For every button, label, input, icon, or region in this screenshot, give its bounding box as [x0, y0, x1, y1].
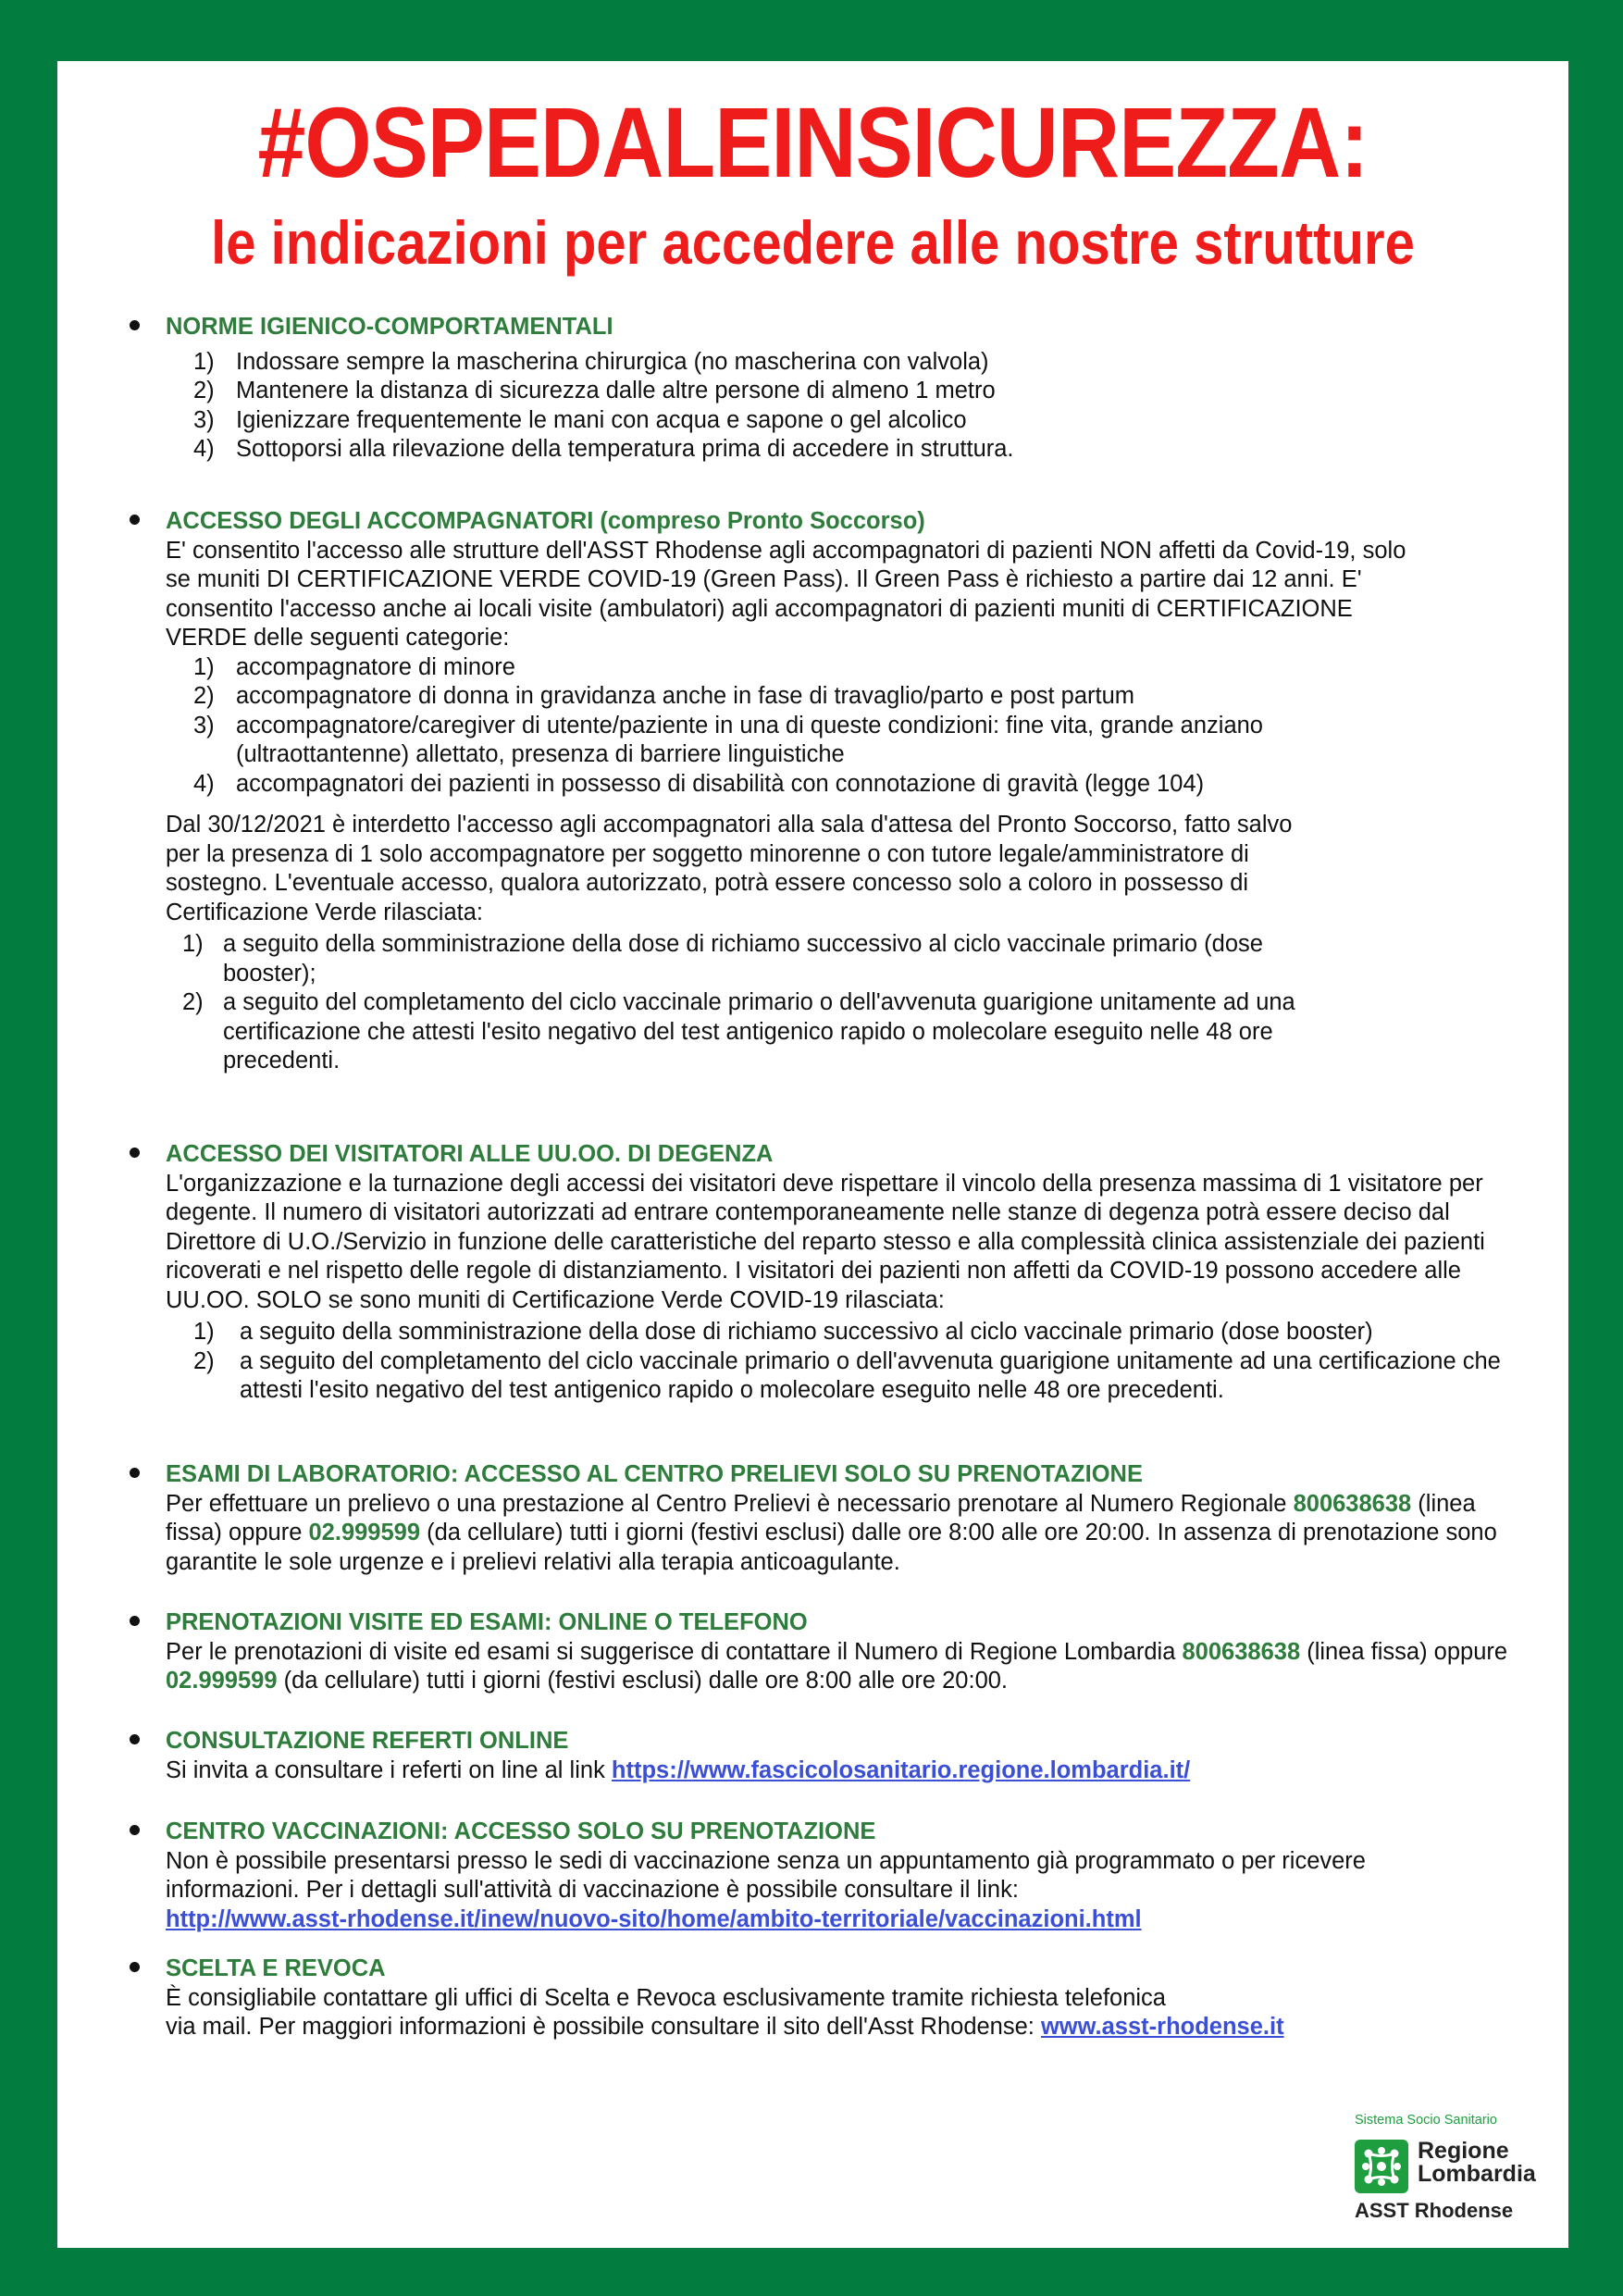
section-intro: E' consentito l'accesso alle strutture dell'ASST Rhodense agli accompagnatori di pazienti NON affetti da Covid-19, solo se muniti DI CERTIFICAZIONE VERDE COVID-19 (Green Pass). Il Green Pass è richiesto a partire dai 12 anni. E' consentito l'accesso anche ai locali visite (ambulatori) agli accompagnatori di pazienti muniti di CERTIFICAZIONE VERDE delle seguenti categorie:	[166, 537, 1406, 651]
list-item: 3) Igienizzare frequentemente le mani con acqua e sapone o gel alcolico	[193, 406, 967, 433]
section-hygiene	[57, 313, 1568, 465]
page-subtitle: le indicazioni per accedere alle nostre strutture	[211, 208, 1415, 277]
list-item: 1) a seguito della somministrazione della dose di richiamo successivo al ciclo vaccinale primario (dose booster);	[182, 931, 1263, 987]
list-item: 1) a seguito della somministrazione della dose di richiamo successivo al ciclo vaccinale primario (dose booster)	[193, 1319, 1373, 1345]
list-item: 3) accompagnatore/caregiver di utente/paziente in una di queste condizioni: fine vita, grande anziano (ultraottantenne) allettato, presenza di barriere linguistiche	[193, 712, 1263, 767]
section-intro: L'organizzazione e la turnazione degli accessi dei visitatori deve rispettare il vincolo della presenza massima di 1 visitatore per degente. Il numero di visitatori autorizzati ad entrare contemporaneamente nelle stanze di degenza potrà essere deciso dal Direttore di U.O./Servizio in funzione delle caratteristiche del reparto stesso e alla complessità clinica assistenziale dei pazienti ricoverati e nel rispetto delle regole di distanziamento. I visitatori dei pazienti non affetti da COVID-19 possono accedere alle UU.OO. SOLO se sono muniti di Certificazione Verde COVID-19 rilasciata:	[166, 1170, 1485, 1313]
bullet-icon	[130, 1468, 140, 1478]
section-text: È consigliabile contattare gli uffici di Scelta e Revoca esclusivamente tramite richiesta telefonica	[166, 1984, 1166, 2011]
list-item: 2) Mantenere la distanza di sicurezza dalle altre persone di almeno 1 metro	[193, 378, 996, 403]
list-item: 4) accompagnatori dei pazienti in possesso di disabilità con connotazione di gravità (legge 104)	[193, 770, 1205, 797]
bullet-icon	[130, 515, 140, 525]
section-text: Si invita a consultare i referti on line al link https://www.fascicolosanitario.regione.lombardia.it/	[166, 1756, 1191, 1783]
section-bookings	[57, 1608, 1568, 1696]
logo-row	[1351, 2138, 1545, 2195]
list-item: 2) a seguito del completamento del ciclo vaccinale primario o dell'avvenuta guarigione unitamente ad una certificazione che attesti l'esito negativo del test antigenico rapido o molecolare eseguito nelle 48 ore precedenti.	[193, 1347, 1501, 1403]
bullet-icon	[130, 1825, 140, 1835]
bullet-icon	[130, 1148, 140, 1158]
reports-link[interactable]: https://www.fascicolosanitario.regione.lombardia.it/	[611, 1756, 1191, 1783]
bullet-icon	[130, 1734, 140, 1744]
section-heading: ACCESSO DEI VISITATORI ALLE UU.OO. DI DEGENZA	[166, 1141, 774, 1167]
logo-org: ASST Rhodense	[1355, 2199, 1514, 2222]
list-item: 1) Indossare sempre la mascherina chirurgica (no mascherina con valvola)	[193, 348, 989, 375]
section-visitors	[57, 1140, 1568, 1406]
section-heading: ESAMI DI LABORATORIO: ACCESSO AL CENTRO PRELIEVI SOLO SU PRENOTAZIONE	[166, 1461, 1143, 1487]
list-item: 2) a seguito del completamento del ciclo vaccinale primario o dell'avvenuta guarigione unitamente ad una certificazione che attesti l'esito negativo del test antigenico rapido o molecolare eseguito nelle 48 ore precedenti.	[182, 989, 1295, 1074]
section-heading: CONSULTAZIONE REFERTI ONLINE	[166, 1728, 569, 1754]
phone-mobile: 02.999599	[308, 1520, 421, 1545]
poster-page	[57, 61, 1568, 2248]
list-item: 4) Sottoporsi alla rilevazione della temperatura prima di accedere in struttura.	[193, 436, 1014, 462]
phone-mobile: 02.999599	[166, 1668, 278, 1694]
section-heading: PRENOTAZIONI VISITE ED ESAMI: ONLINE O TELEFONO	[166, 1609, 808, 1635]
section-text: Per effettuare un prelievo o una prestazione al Centro Prelievi è necessario prenotare al Numero Regionale 800638638 (linea fissa) oppure 02.999599 (da cellulare) tutti i giorni (festivi esclusi) dalle ore 8:00 alle ore 20:00. In assenza di prenotazione sono garantite le sole urgenze e i prelievi relativi alla terapia anticoagulante.	[166, 1490, 1497, 1575]
section-choice-revocation	[57, 1955, 1568, 2042]
page-title: #OSPEDALEINSICUREZZA:	[257, 86, 1369, 198]
section-companions	[57, 507, 1568, 1076]
website-link[interactable]: www.asst-rhodense.it	[1040, 2014, 1284, 2040]
section-vaccinations	[57, 1818, 1568, 1934]
list-item: 2) accompagnatore di donna in gravidanza anche in fase di travaglio/parto e post partum	[193, 683, 1135, 709]
logo-tagline: Sistema Socio Sanitario	[1355, 2113, 1497, 2128]
section-text: Per le prenotazioni di visite ed esami si suggerisce di contattare il Numero di Regione Lombardia 800638638 (linea fissa) oppure 02.999599 (da cellulare) tutti i giorni (festivi esclusi) dalle ore 8:00 alle ore 20:00.	[166, 1638, 1508, 1694]
section-heading: SCELTA E REVOCA	[166, 1955, 386, 1981]
visitors-list	[166, 1318, 1568, 1406]
vaccinations-link-row	[166, 1905, 1494, 1935]
bullet-icon	[130, 1962, 140, 1972]
companions-list	[166, 653, 1568, 800]
bullet-icon	[130, 1616, 140, 1626]
phone-landline: 800638638	[1182, 1638, 1301, 1665]
section-heading: CENTRO VACCINAZIONI: ACCESSO SOLO SU PRENOTAZIONE	[166, 1818, 876, 1844]
hygiene-list	[166, 348, 1568, 465]
section-laboratory	[57, 1460, 1568, 1577]
bullet-icon	[130, 320, 140, 330]
regione-lombardia-logo	[1351, 2112, 1545, 2223]
list-item: 1) accompagnatore di minore	[193, 653, 515, 680]
rose-camuna-icon	[1355, 2140, 1408, 2193]
logo-region-text: Regione Lombardia	[1418, 2138, 1536, 2187]
phone-landline: 800638638	[1293, 1490, 1412, 1517]
section-reports	[57, 1727, 1568, 1785]
section-note: Dal 30/12/2021 è interdetto l'accesso agli accompagnatori alla sala d'attesa del Pronto Soccorso, fatto salvo per la presenza di 1 solo accompagnatore per soggetto minorenne o con tutore legale/amministratore di sostegno. L'eventuale accesso, qualora autorizzato, potrà essere concesso solo a coloro in possesso di Certificazione Verde rilasciata:	[166, 812, 1293, 925]
section-text: Non è possibile presentarsi presso le sedi di vaccinazione senza un appuntamento già programmato o per ricevere informazioni. Per i dettagli sull'attività di vaccinazione è possibile consultare il link:	[166, 1847, 1366, 1903]
section-heading: NORME IGIENICO-COMPORTAMENTALI	[166, 314, 613, 340]
section-text-2: via mail. Per maggiori informazioni è possibile consultare il sito dell'Asst Rhodense: www.asst-rhodense.it	[166, 2014, 1284, 2040]
section-heading: ACCESSO DEGLI ACCOMPAGNATORI (compreso Pronto Soccorso)	[166, 508, 925, 534]
vaccinations-link[interactable]: http://www.asst-rhodense.it/inew/nuovo-sito/home/ambito-territoriale/vaccinazioni.html	[166, 1905, 1142, 1932]
note-list	[166, 930, 1568, 1076]
